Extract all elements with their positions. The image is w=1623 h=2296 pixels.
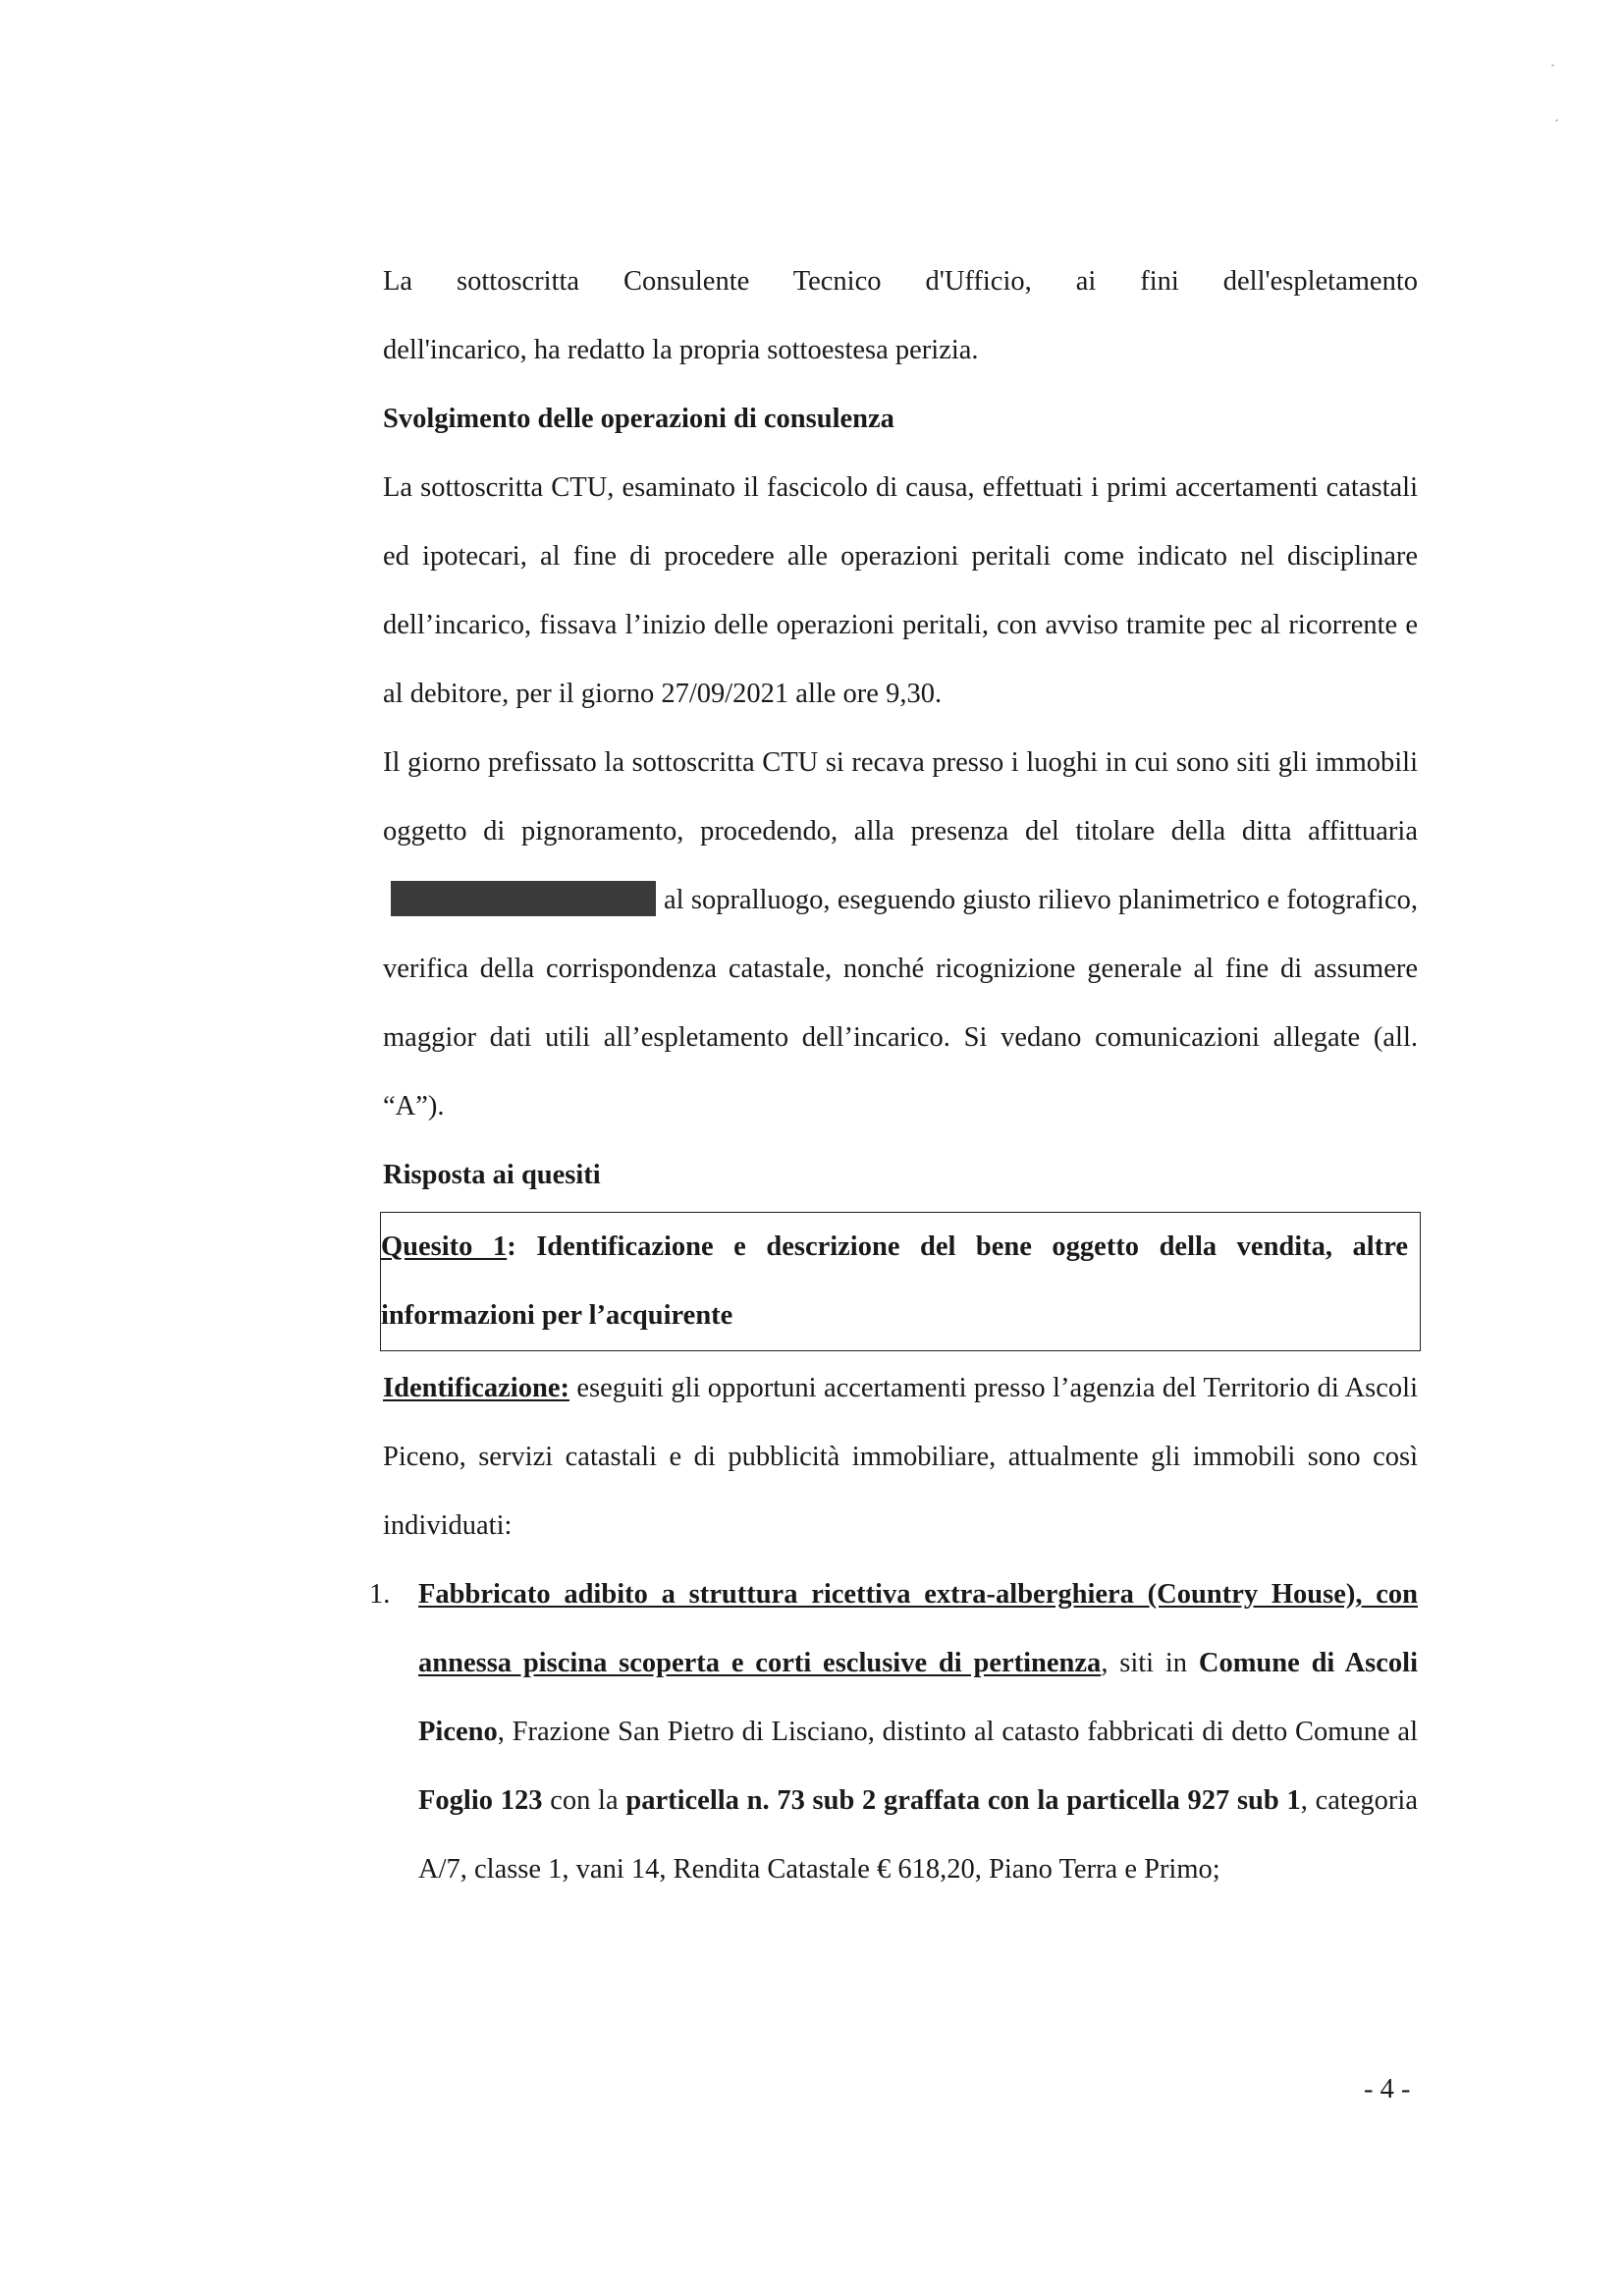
section-heading-operations: Svolgimento delle operazioni di consulenza	[383, 404, 894, 434]
particella-ref: particella n. 73 sub 2 graffata con la particella 927 sub 1	[625, 1785, 1301, 1816]
identification-label: Identificazione:	[383, 1373, 569, 1403]
scan-speck	[1551, 64, 1554, 66]
text-run: con la	[542, 1785, 626, 1816]
intro-line-1: La sottoscritta Consulente Tecnico d'Ufficio, ai fini dell'espletamento	[383, 266, 1418, 297]
list-item-1	[369, 1560, 1418, 1904]
operations-paragraph-1: La sottoscritta CTU, esaminato il fascicolo di causa, effettuati i primi accertamenti catastali ed ipotecari, al fine di procedere alle operazioni peritali come indicato nel disciplinare dell’incarico, fissava l’inizio delle operazioni peritali, con avviso tramite pec al ricorrente e al debitore, per il giorno 27/09/2021 alle ore 9,30.	[383, 472, 1418, 709]
text-run: , siti in	[1101, 1648, 1199, 1678]
property-title: Fabbricato adibito a struttura ricettiva extra-alberghiera (Country House), con annessa piscina scoperta e corti esclusive di pertinenza	[418, 1579, 1418, 1678]
identification-text: eseguiti gli opportuni accertamenti presso l’agenzia del Territorio di Ascoli Piceno, servizi catastali e di pubblicità immobiliare, attualmente gli immobili sono così individuati:	[383, 1373, 1418, 1541]
intro-line-2: dell'incarico, ha redatto la propria sottoestesa perizia.	[383, 335, 979, 365]
quesito-label: Quesito 1	[381, 1231, 508, 1262]
list-item-number: 1.	[369, 1579, 391, 1610]
quesito-colon: :	[507, 1231, 516, 1262]
page-number: - 4 -	[1364, 2074, 1411, 2105]
operations-paragraph-2-start: Il giorno prefissato la sottoscritta CTU si recava presso i luoghi in cui sono siti gli immobili oggetto di pignoramento, procedendo, alla presenza del titolare della ditta affittuaria	[383, 747, 1418, 847]
quesito-box	[380, 1212, 1421, 1351]
quesito-1-title	[381, 1213, 1408, 1350]
intro-paragraph	[383, 247, 1418, 385]
operations-paragraph-2-end: al sopralluogo, eseguendo giusto rilievo planimetrico e fotografico, verifica della corrispondenza catastale, nonché ricognizione generale al fine di assumere maggior dati utili all’espletamento dell’incarico. Si vedano comunicazioni allegate (all. “A”).	[383, 885, 1418, 1121]
scan-speck	[1555, 119, 1558, 121]
comune-name: Comune di Ascoli Piceno	[418, 1648, 1418, 1747]
section-heading-answers: Risposta ai quesiti	[383, 1160, 601, 1190]
text-run: , categoria A/7, classe 1, vani 14, Rendita Catastale € 618,20, Piano Terra e Primo;	[418, 1785, 1418, 1885]
identification-paragraph	[383, 1354, 1418, 1560]
quesito-text: Identificazione e descrizione del bene oggetto della vendita, altre informazioni per l’acquirente	[381, 1231, 1409, 1331]
redaction-block	[391, 881, 656, 916]
list-item-text	[418, 1560, 1418, 1904]
text-run: , Frazione San Pietro di Lisciano, distinto al catasto fabbricati di detto Comune al	[497, 1717, 1418, 1747]
page-body	[369, 247, 1418, 1904]
operations-paragraph-2	[383, 729, 1418, 1141]
foglio-ref: Foglio 123	[418, 1785, 543, 1816]
